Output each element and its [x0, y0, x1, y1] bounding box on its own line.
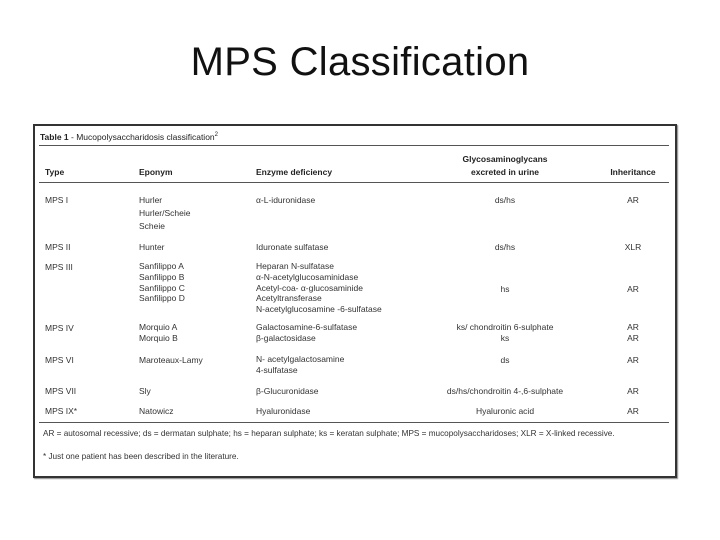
row-3-enzyme-line: β-galactosidase	[256, 333, 316, 343]
row-0-type: MPS I	[45, 195, 69, 205]
row-2-eponym-line: Sanfilippo C	[139, 282, 185, 293]
row-3-eponym	[139, 322, 178, 344]
row-4-enzyme-line: 4-sulfatase	[256, 365, 298, 375]
row-2-gag: hs	[500, 284, 510, 294]
table-caption	[40, 132, 218, 142]
header-gag-line2: excreted in urine	[470, 167, 540, 177]
table-caption-text: - Mucopolysaccharidosis classification	[68, 132, 215, 142]
table-caption-ref: 2	[214, 132, 218, 139]
row-3-gag-line: ks/ chondroitin 6-sulphate	[456, 322, 554, 332]
row-6-type: MPS IX*	[45, 406, 78, 416]
row-4-type: MPS VI	[45, 355, 74, 365]
row-2-eponym-line: Sanfilippo B	[139, 271, 185, 282]
row-5-enzyme: β-Glucuronidase	[256, 386, 319, 396]
row-0-eponym-line: Scheie	[139, 220, 165, 231]
row-4-inheritance: AR	[627, 355, 639, 365]
row-2-inheritance: AR	[627, 284, 639, 294]
row-2-enzyme-line: N-acetylglucosamine -6-sulfatase	[256, 304, 382, 315]
header-rule	[39, 182, 669, 183]
row-4-enzyme	[256, 354, 344, 376]
row-2-type: MPS III	[45, 262, 73, 272]
slide-title: MPS Classification	[190, 40, 530, 84]
row-5-inheritance: AR	[627, 386, 639, 396]
row-3-eponym-line: Morquio B	[139, 333, 178, 343]
row-3-enzyme-line: Galactosamine-6-sulfatase	[256, 322, 358, 332]
row-0-eponym	[139, 194, 191, 232]
row-3-inheritance-line: AR	[627, 322, 639, 332]
row-6-enzyme: Hyaluronidase	[256, 406, 311, 416]
row-0-eponym-line: Hurler/Scheie	[139, 207, 191, 218]
header-inheritance: Inheritance	[610, 167, 656, 177]
row-2-enzyme-line: α-N-acetylglucosaminidase	[256, 271, 359, 282]
header-enzyme: Enzyme deficiency	[256, 167, 333, 177]
row-1-type: MPS II	[45, 242, 71, 252]
row-2-eponym-line: Sanfilippo D	[139, 293, 185, 304]
row-4-eponym: Maroteaux-Lamy	[139, 355, 203, 365]
row-3-type: MPS IV	[45, 323, 74, 333]
row-3-gag-line: ks	[500, 333, 510, 343]
row-3-inheritance	[598, 322, 668, 344]
footnote-single-patient: * Just one patient has been described in the literature.	[43, 452, 239, 461]
row-2-eponym	[139, 261, 185, 304]
row-2-eponym-line: Sanfilippo A	[139, 261, 184, 271]
row-6-eponym: Natowicz	[139, 406, 174, 416]
row-5-gag: ds/hs/chondroitin 4-,6-sulphate	[446, 386, 564, 396]
header-gag-line1: Glycosaminoglycans	[462, 154, 548, 164]
header-eponym: Eponym	[139, 167, 173, 177]
row-2-enzyme-line: Acetyltransferase	[256, 293, 322, 304]
row-5-type: MPS VII	[45, 386, 77, 396]
row-5-eponym: Sly	[139, 386, 151, 396]
table-caption-label: Table 1	[40, 132, 69, 142]
row-2-enzyme	[256, 261, 382, 315]
row-1-inheritance: XLR	[624, 242, 642, 252]
row-3-enzyme	[256, 322, 357, 344]
row-6-gag: Hyaluronic acid	[475, 406, 535, 416]
header-type: Type	[45, 167, 65, 177]
row-3-eponym-line: Morquio A	[139, 322, 178, 332]
row-0-enzyme: α-L-iduronidase	[256, 195, 316, 205]
row-2-enzyme-line: Acetyl-coa- α-glucosaminide	[256, 282, 363, 293]
footnote-abbreviations: AR = autosomal recessive; ds = dermatan sulphate; hs = heparan sulphate; ks = keratan sulphate; MPS = mucopolysaccharidoses; XLR = X-linked recessive.	[43, 429, 615, 438]
row-4-gag: ds	[500, 355, 510, 365]
footer-rule	[39, 422, 669, 423]
row-0-inheritance: AR	[627, 195, 639, 205]
row-6-inheritance: AR	[627, 406, 639, 416]
row-2-enzyme-line: Heparan N-sulfatase	[256, 261, 334, 271]
caption-rule	[39, 145, 669, 146]
row-3-gag	[430, 322, 580, 344]
row-3-inheritance-line: AR	[627, 333, 639, 343]
row-0-eponym-line: Hurler	[139, 195, 163, 205]
row-1-enzyme: Iduronate sulfatase	[256, 242, 329, 252]
row-1-eponym: Hunter	[139, 242, 165, 252]
row-1-gag: ds/hs	[494, 242, 516, 252]
row-0-gag: ds/hs	[494, 195, 516, 205]
classification-table	[33, 124, 677, 478]
row-4-enzyme-line: N- acetylgalactosamine	[256, 354, 345, 364]
